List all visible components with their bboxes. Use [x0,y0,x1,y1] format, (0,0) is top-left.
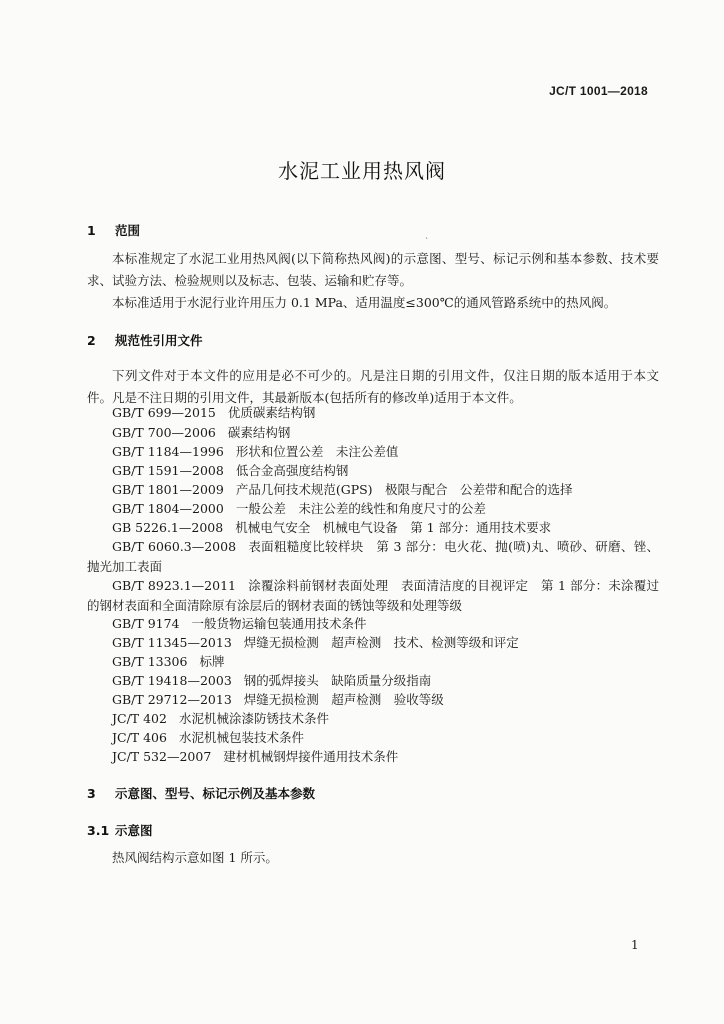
standard-code: JC/T 1001—2018 [549,84,648,98]
schematic-paragraph: 热风阀结构示意如图 1 所示。 [112,850,278,865]
section-title: 范围 [115,223,141,238]
reference-item: GB/T 1801—2009 产品几何技术规范(GPS) 极限与配合 公差带和配合的选择 [112,482,573,497]
reference-item: GB/T 9174 一般货物运输包装通用技术条件 [112,616,367,631]
reference-item: GB/T 700—2006 碳素结构钢 [112,425,291,440]
reference-item: GB 5226.1—2008 机械电气安全 机械电气设备 第 1 部分：通用技术要求 [112,520,552,535]
page-number: 1 [631,938,639,952]
section-number: 1 [87,223,96,238]
reference-item: GB/T 699—2015 优质碳素结构钢 [112,405,316,420]
reference-item: GB/T 1184—1996 形状和位置公差 未注公差值 [112,444,399,459]
reference-item: GB/T 8923.1—2011 涂覆涂料前钢材表面处理 表面清洁度的目视评定 第 1 部分：未涂覆过的钢材表面和全面清除原有涂层后的钢材表面的锈蚀等级和处理等级 [87,578,659,613]
section-number: 3 [87,786,96,801]
section-1-heading [87,221,140,239]
reference-item: GB/T 1804—2000 一般公差 未注公差的线性和角度尺寸的公差 [112,501,486,516]
reference-item: GB/T 6060.3—2008 表面粗糙度比较样块 第 3 部分：电火花、抛(喷)丸、喷砂、研磨、锉、抛光加工表面 [87,539,659,574]
section-2-heading [87,331,203,349]
reference-item: JC/T 402 水泥机械涂漆防锈技术条件 [112,711,329,726]
scope-paragraph-1: 本标准规定了水泥工业用热风阀(以下简称热风阀)的示意图、型号、标记示例和基本参数、技术要求、试验方法、检验规则以及标志、包装、运输和贮存等。 [87,251,659,288]
reference-item: JC/T 406 水泥机械包装技术条件 [112,730,304,745]
reference-item: GB/T 19418—2003 钢的弧焊接头 缺陷质量分级指南 [112,673,432,688]
section-title: 规范性引用文件 [115,333,203,348]
reference-item: GB/T 11345—2013 焊缝无损检测 超声检测 技术、检测等级和评定 [112,635,519,650]
section-number: 2 [87,333,96,348]
scope-paragraph-2: 本标准适用于水泥行业许用压力 0.1 MPa、适用温度≤300℃的通风管路系统中的热风阀。 [112,295,617,310]
subsection-3-1-heading [87,821,153,839]
section-3-heading [87,784,315,802]
reference-item: GB/T 29712—2013 焊缝无损检测 超声检测 验收等级 [112,692,444,707]
references-intro: 下列文件对于本文件的应用是必不可少的。凡是注日期的引用文件，仅注日期的版本适用于本文件。凡是不注日期的引用文件，其最新版本(包括所有的修改单)适用于本文件。 [87,368,659,405]
reference-item: GB/T 13306 标牌 [112,654,225,669]
subsection-number: 3.1 [87,823,110,838]
reference-item: JC/T 532—2007 建材机械钢焊接件通用技术条件 [112,749,399,764]
subsection-title: 示意图 [115,823,153,838]
section-title: 示意图、型号、标记示例及基本参数 [115,786,316,801]
document-title: 水泥工业用热风阀 [278,159,446,183]
scan-mark: ˋ [425,237,429,246]
reference-item: GB/T 1591—2008 低合金高强度结构钢 [112,463,349,478]
